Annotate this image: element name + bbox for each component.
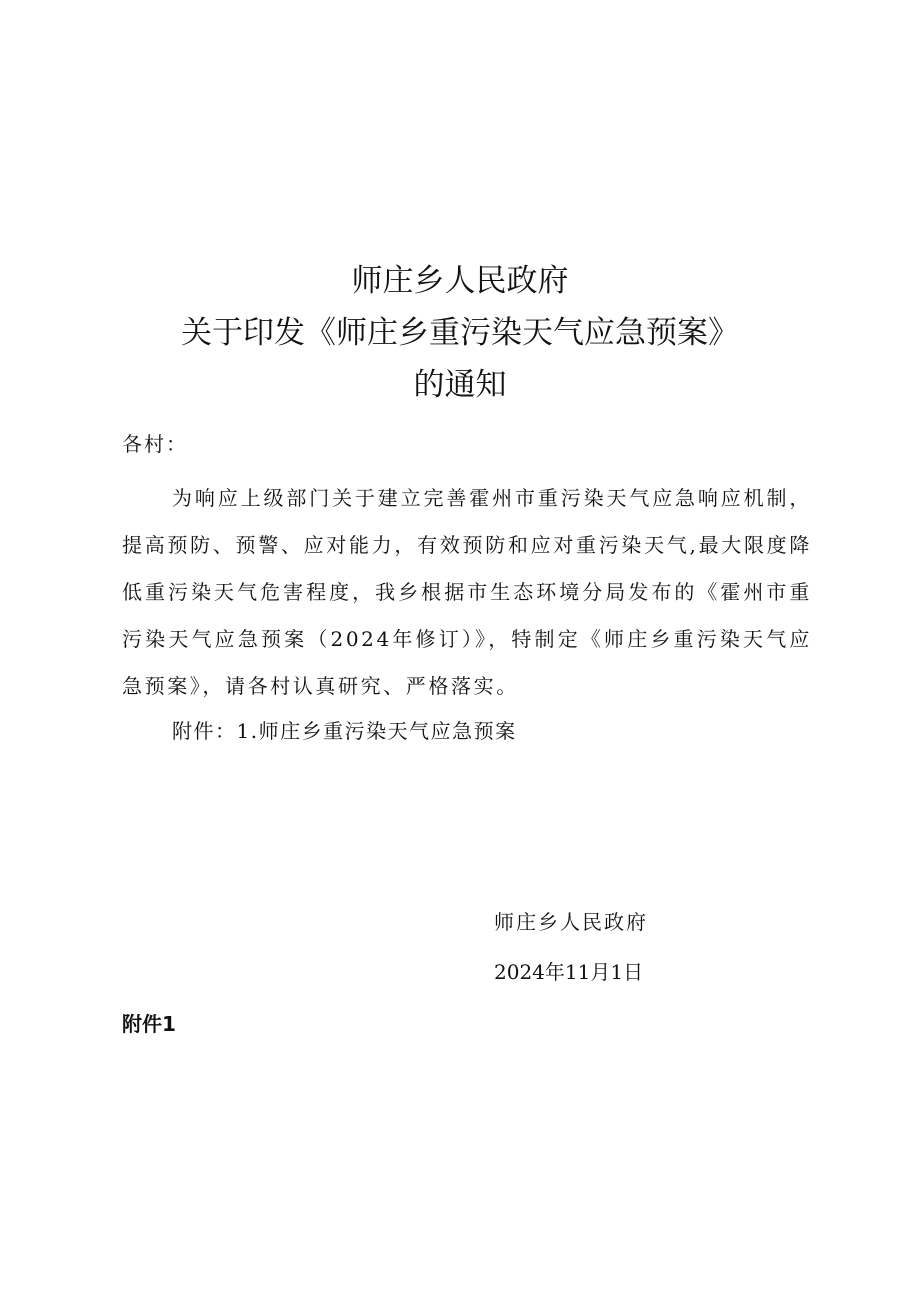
salutation: 各村： xyxy=(122,432,188,456)
title-line-issuer: 师庄乡人民政府 xyxy=(351,263,569,299)
body-paragraph: 为响应上级部门关于建立完善霍州市重污染天气应急响应机制，提高预防、预警、应对能力，有效预防和应对重污染天气,最大限度降低重污染天气危害程度，我乡根据市生态环境分局发布的《霍州市重污染天气应急预案（2024年修订）》，特制定《师庄乡重污染天气应急预案》，请各村认真研究、严格落实。 xyxy=(122,486,812,698)
document-title xyxy=(0,255,920,411)
issue-date: 2024年11月1日 xyxy=(494,960,644,984)
attachment-list: 附件：1.师庄乡重污染天气应急预案 xyxy=(172,719,517,743)
issuer-signature: 师庄乡人民政府 xyxy=(494,910,648,934)
title-line-subject: 关于印发《师庄乡重污染天气应急预案》 xyxy=(181,315,739,351)
attachment-heading: 附件1 xyxy=(122,1012,176,1036)
title-line-suffix: 的通知 xyxy=(413,367,507,403)
